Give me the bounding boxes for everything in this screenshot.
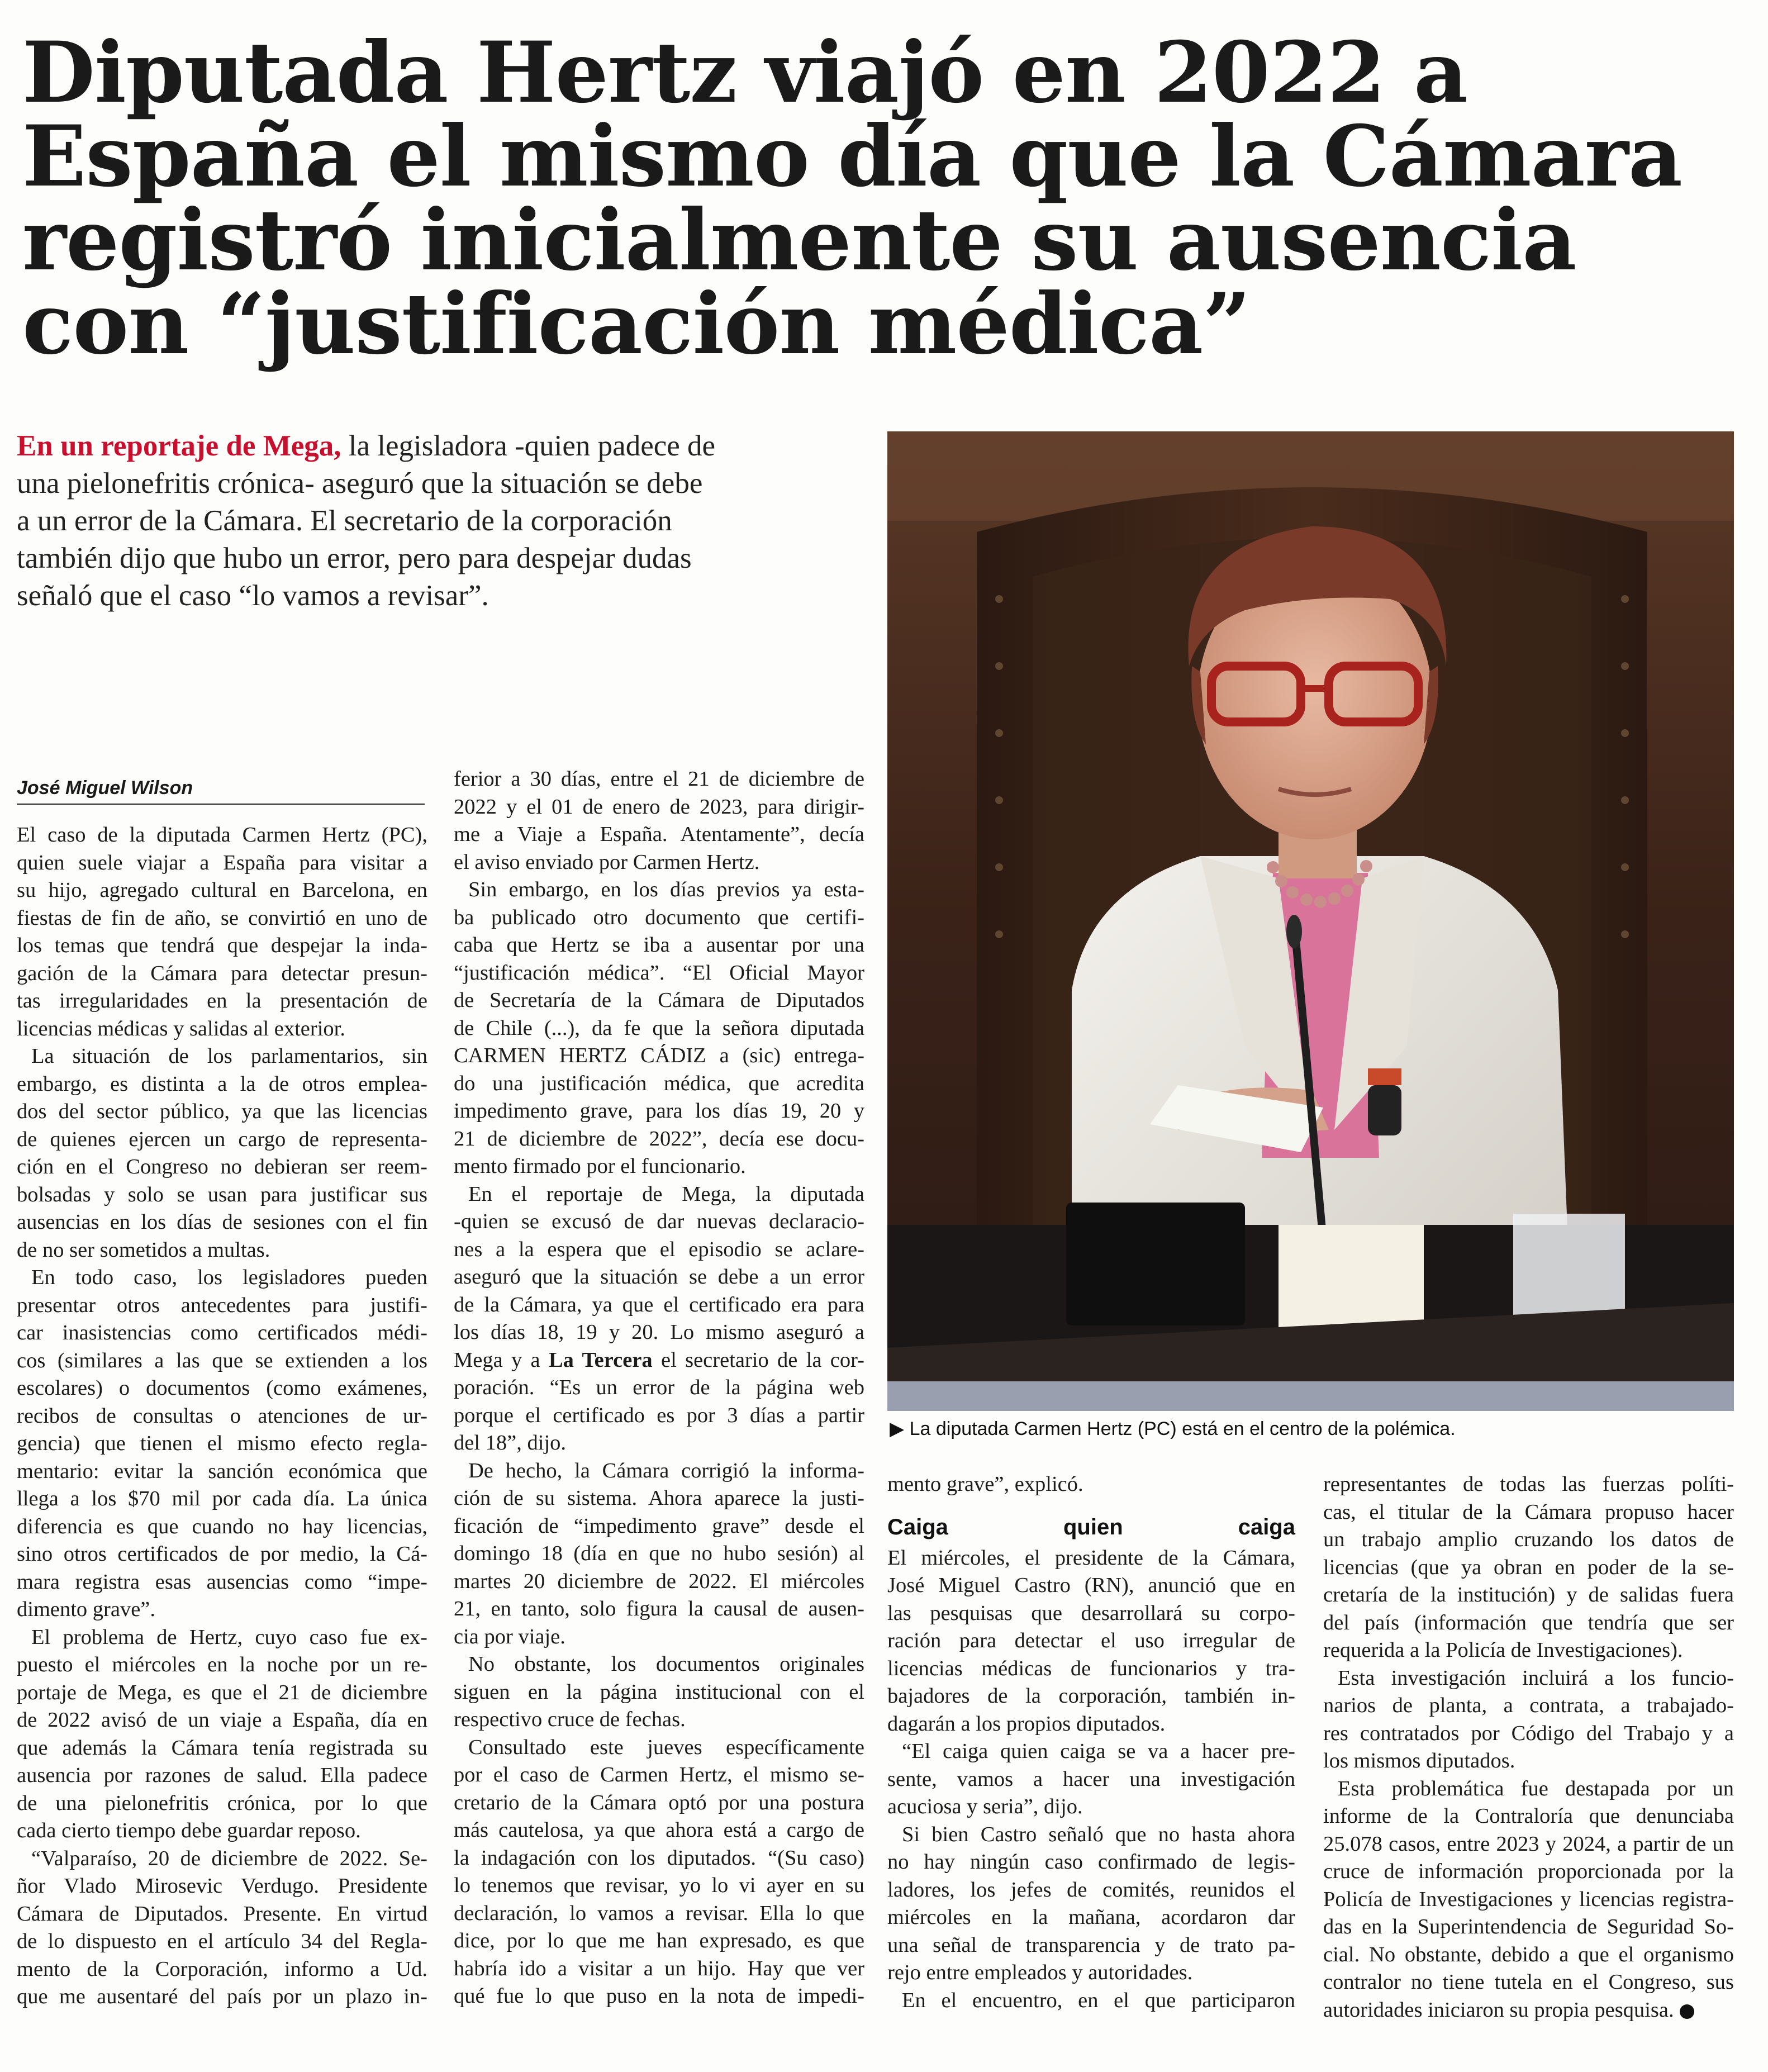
text-fragment: Mega y a	[454, 1348, 549, 1372]
text-line: me a Viaje a España. Atentamente”, decía	[454, 823, 864, 846]
text-line: En todo caso, los legisladores pueden	[31, 1266, 427, 1289]
text-line: una señal de transparencia y de trato pa-	[887, 1933, 1295, 1957]
text-line: siguen en la página institucional con el	[454, 1680, 864, 1704]
column-2	[454, 766, 864, 2011]
last-line-text: autoridades iniciaron su propia pesquisa.	[1323, 1998, 1674, 2022]
headline-line: registró inicialmente su ausencia	[22, 191, 1576, 289]
text-line: de Chile (...), da fe que la señora diputada	[454, 1016, 864, 1040]
text-line: el aviso enviado por Carmen Hertz.	[454, 850, 760, 874]
text-line: Esta problemática fue destapada por un	[1338, 1776, 1734, 1800]
text-line: diferencia es que cuando no hay licencias,	[17, 1514, 427, 1538]
text-line: respectivo cruce de fechas.	[454, 1708, 686, 1731]
text-line: declaración, lo vamos a revisar. Ella lo que	[454, 1901, 864, 1925]
text-line: del 18”, dijo.	[454, 1431, 567, 1455]
text-line: acuciosa y seria”, dijo.	[887, 1795, 1083, 1818]
text-line: “Valparaíso, 20 de diciembre de 2022. Se-	[31, 1846, 427, 1870]
text-line: El miércoles, el presidente de la Cámara,	[887, 1546, 1295, 1570]
text-line: 2022 y el 01 de enero de 2023, para dirigir-	[454, 795, 864, 819]
text-line: ausencias en los días de sesiones con el fin	[17, 1210, 427, 1234]
text-line: informe de la Contraloría que denunciaba	[1323, 1804, 1734, 1828]
text-line: los temas que tendrá que despejar la inda-	[17, 934, 427, 957]
text-line: ración para detectar el uso irregular de	[887, 1629, 1295, 1652]
text-line: licencias médicas y salidas al exterior.	[17, 1016, 345, 1040]
text-line: ñor Vlado Mirosevic Verdugo. Presidente	[17, 1874, 427, 1898]
text-line: sente, vamos a hacer una investigación	[887, 1767, 1295, 1791]
lead-paragraph	[17, 427, 827, 615]
text-line: rejo entre empleados y autoridades.	[887, 1961, 1193, 1984]
text-line: contralor no tiene tutela en el Congreso, sus	[1323, 1970, 1734, 1994]
text-line: nes a la espera que el episodio se aclare-	[454, 1237, 864, 1261]
headline-line: con “justificación médica”	[22, 275, 1251, 373]
text-line: llega a los $70 mil por cada día. La única	[17, 1487, 427, 1510]
headline-line: España el mismo día que la Cámara	[22, 107, 1683, 206]
text-line: dagarán a los propios diputados.	[887, 1712, 1166, 1736]
text-line: dice, por lo que me han expresado, es que	[454, 1929, 864, 1952]
newspaper-name: La Tercera	[548, 1348, 653, 1372]
text-line: de 2022 avisó de un viaje a España, día en	[17, 1708, 427, 1732]
text-line: un trabajo amplio cruzando los datos de	[1323, 1528, 1734, 1551]
text-line: 25.078 casos, entre 2023 y 2024, a partir de un	[1323, 1832, 1734, 1856]
text-line: más cautelosa, ya que ahora está a cargo de	[454, 1818, 864, 1842]
text-line: aseguró que la situación se debe a un error	[454, 1265, 864, 1289]
text-line: de lo dispuesto en el artículo 34 del Regla-	[17, 1930, 427, 1953]
text-line: cretaría de la institución) y de salidas fuera	[1323, 1583, 1734, 1607]
text-line: 21 de diciembre de 2022”, decía ese docu-	[454, 1127, 864, 1151]
text-line: ladores, los jefes de comités, reunidos el	[887, 1878, 1295, 1902]
text-line: cretario de la Cámara optó por una postura	[454, 1790, 864, 1814]
text-fragment: el secretario de la cor-	[652, 1348, 865, 1372]
text-line: narios de planta, a contrata, a trabajado-	[1323, 1694, 1734, 1717]
text-line: cas, el titular de la Cámara propuso hacer	[1323, 1500, 1734, 1524]
lead-line: señaló que el caso “lo vamos a revisar”.	[17, 579, 489, 612]
text-line: de quienes ejercen un cargo de representa-	[17, 1127, 427, 1151]
text-line: miércoles en la mañana, acordaron dar	[887, 1905, 1295, 1929]
text-line: la indagación con los diputados. “(Su caso)	[454, 1846, 864, 1870]
text-line: mara registra esas ausencias como “impe-	[17, 1570, 427, 1594]
text-line	[454, 1347, 864, 1375]
text-line: 21, en tanto, solo figura la causal de ausen-	[454, 1597, 864, 1620]
text-line: no hay ningún caso confirmado de legis-	[887, 1850, 1295, 1874]
text-line: Si bien Castro señaló que no hasta ahora	[902, 1822, 1295, 1846]
end-mark-icon	[1680, 2004, 1694, 2019]
text-line: Esta investigación incluirá a los funcio-	[1338, 1666, 1734, 1690]
text-line: gación de la Cámara para detectar presun-	[17, 961, 427, 985]
text-line: de Secretaría de la Cámara de Diputados	[454, 989, 864, 1012]
text-line: res contratados por Código del Trabajo y a	[1323, 1721, 1734, 1745]
text-line: No obstante, los documentos originales	[468, 1652, 864, 1676]
text-line: mento grave”, explicó.	[887, 1472, 1083, 1496]
text-line: cial. No obstante, debido a que el organismo	[1323, 1942, 1734, 1966]
text-line: dimento grave”.	[17, 1598, 156, 1621]
text-line: fiestas de fin de año, se convirtió en uno de	[17, 906, 427, 930]
column-4	[1323, 1471, 1734, 2024]
text-line: del país (información que tendría que ser	[1323, 1610, 1734, 1634]
text-line: bolsadas y solo se usan para justificar sus	[17, 1182, 427, 1206]
text-line: ficación de “impedimento grave” desde el	[454, 1514, 864, 1538]
text-line: licencias médicas de funcionarios y tra-	[887, 1656, 1295, 1680]
subheading: Caiga quien caiga	[887, 1514, 1295, 1539]
text-line: ferior a 30 días, entre el 21 de diciembre de	[454, 767, 864, 791]
text-line: los mismos diputados.	[1323, 1749, 1515, 1772]
text-line: cruce de información proporcionada por la	[1323, 1860, 1734, 1883]
text-line: Cámara de Diputados. Presente. En virtud	[17, 1902, 427, 1926]
text-line: José Miguel Castro (RN), anunció que en	[887, 1574, 1295, 1597]
text-line: presentar otros antecedentes para justifi-	[17, 1293, 427, 1317]
headline	[22, 23, 1732, 373]
text-line: licencias (que ya obran en poder de la se-	[1323, 1555, 1734, 1579]
text-line: embargo, es distinta a la de otros emplea-	[17, 1072, 427, 1096]
text-line: que además la Cámara tenía registrada su	[17, 1736, 427, 1760]
text-line: dos del sector público, ya que las licencias	[17, 1100, 427, 1123]
text-line: cia por viaje.	[454, 1624, 565, 1648]
text-line: de no ser sometidos a multas.	[17, 1238, 270, 1262]
text-line: “El caiga quien caiga se va a hacer pre-	[902, 1740, 1295, 1763]
text-line: “justificación médica”. “El Oficial Mayor	[454, 961, 864, 985]
lead-line: también dijo que hubo un error, pero para despejar dudas	[17, 542, 692, 574]
text-line: -quien se excusó de dar nuevas declaracio-	[454, 1210, 864, 1233]
lead-line: una pielonefritis crónica- aseguró que la situación se debe	[17, 467, 703, 500]
text-line: Sin embargo, en los días previos ya esta-	[468, 878, 864, 901]
text-line: los días 18, 19 y 20. Lo mismo aseguró a	[454, 1320, 864, 1344]
text-line: tas irregularidades en la presentación de	[17, 989, 427, 1013]
text-line: ba publicado otro documento que certifi-	[454, 905, 864, 929]
text-line: requerida a la Policía de Investigaciones).	[1323, 1638, 1683, 1662]
text-line: sino otros certificados de por medio, la Cá-	[17, 1542, 427, 1566]
text-line: recibos de consultas o atenciones de ur-	[17, 1404, 427, 1428]
text-line: La situación de los parlamentarios, sin	[31, 1044, 427, 1068]
text-line: las pesquisas que desarrollará su corpo-	[887, 1601, 1295, 1625]
text-line: su hijo, agregado cultural en Barcelona, en	[17, 878, 427, 902]
text-line: poración. “Es un error de la página web	[454, 1376, 864, 1399]
column-3	[887, 1471, 1295, 2014]
headline-line: Diputada Hertz viajó en 2022 a	[22, 23, 1468, 122]
text-line: ción en el Congreso no debieran ser reem-	[17, 1155, 427, 1178]
text-line: impedimento grave, para los días 19, 20 y	[454, 1099, 864, 1123]
photo-caption: ▶ La diputada Carmen Hertz (PC) está en el centro de la polémica.	[890, 1418, 1456, 1439]
text-line: car inasistencias como certificados médi-	[17, 1321, 427, 1344]
text-line: caba que Hertz se iba a ausentar por una	[454, 933, 864, 957]
photo-illustration	[887, 431, 1734, 1411]
text-line: puesto el miércoles en la noche por un re-	[17, 1653, 427, 1676]
text-line: bajadores de la corporación, también in-	[887, 1684, 1295, 1708]
article-photo	[887, 431, 1734, 1411]
text-line: mentario: evitar la sanción económica que	[17, 1459, 427, 1483]
text-line: cada cierto tiempo debe guardar reposo.	[17, 1819, 361, 1842]
text-line: Consultado este jueves específicamente	[468, 1735, 864, 1759]
column-1	[17, 821, 427, 2011]
text-line: gencia) que tienen el mismo efecto regla-	[17, 1432, 427, 1455]
text-line: por el caso de Carmen Hertz, el mismo se-	[454, 1763, 864, 1786]
text-line: de la Cámara, ya que el certificado era para	[454, 1292, 864, 1317]
text-line: martes 20 diciembre de 2022. El miércoles	[454, 1569, 864, 1593]
text-line: mento firmado por el funcionario.	[454, 1154, 746, 1178]
text-line: portaje de Mega, es que el 21 de diciembre	[17, 1680, 427, 1704]
text-line: representantes de todas las fuerzas políti-	[1323, 1472, 1734, 1496]
lead-line-rest: la legisladora -quien padece de	[341, 430, 716, 462]
text-line: domingo 18 (día en que no hubo sesión) al	[454, 1542, 864, 1565]
text-line: El problema de Hertz, cuyo caso fue ex-	[31, 1625, 427, 1649]
text-line: En el encuentro, en el que participaron	[902, 1988, 1295, 2012]
byline: José Miguel Wilson	[17, 776, 425, 805]
text-line: quien suele viajar a España para visitar a	[17, 850, 427, 875]
text-line: porque el certificado es por 3 días a partir	[454, 1403, 864, 1427]
text-line: de una pielonefritis crónica, por lo que	[17, 1791, 427, 1815]
lead-kicker: En un reportaje de Mega,	[17, 430, 341, 462]
lead-line: a un error de la Cámara. El secretario de la corporación	[17, 505, 672, 537]
text-line: habría ido a visitar a un hijo. Hay que ver	[454, 1956, 864, 1980]
text-line: CARMEN HERTZ CÁDIZ a (sic) entrega-	[454, 1044, 864, 1067]
text-line: ausencia por razones de salud. Ella padece	[17, 1764, 427, 1787]
text-line: El caso de la diputada Carmen Hertz (PC),	[17, 823, 427, 847]
lead-line	[17, 427, 827, 465]
text-line: ción de su sistema. Ahora aparece la justi-	[454, 1486, 864, 1510]
text-line: das en la Superintendencia de Seguridad So-	[1323, 1915, 1734, 1938]
text-line	[1323, 1997, 1734, 2025]
text-line: qué fue lo que puso en la nota de impedi-	[454, 1984, 864, 2008]
text-line: escolares) o documentos (como exámenes,	[17, 1376, 427, 1400]
text-line: En el reportaje de Mega, la diputada	[468, 1182, 864, 1206]
text-line: Policía de Investigaciones y licencias registra-	[1323, 1887, 1734, 1911]
text-line: De hecho, la Cámara corrigió la informa-	[468, 1458, 864, 1482]
text-line: lo tenemos que revisar, yo lo vi ayer en su	[454, 1874, 864, 1897]
text-line: que me ausentaré del país por un plazo in-	[17, 1985, 427, 2008]
text-line: cos (similares a las que se extienden a los	[17, 1348, 427, 1372]
text-line: mento de la Corporación, informo a Ud.	[17, 1957, 427, 1981]
text-line: do una justificación médica, que acredita	[454, 1071, 864, 1095]
